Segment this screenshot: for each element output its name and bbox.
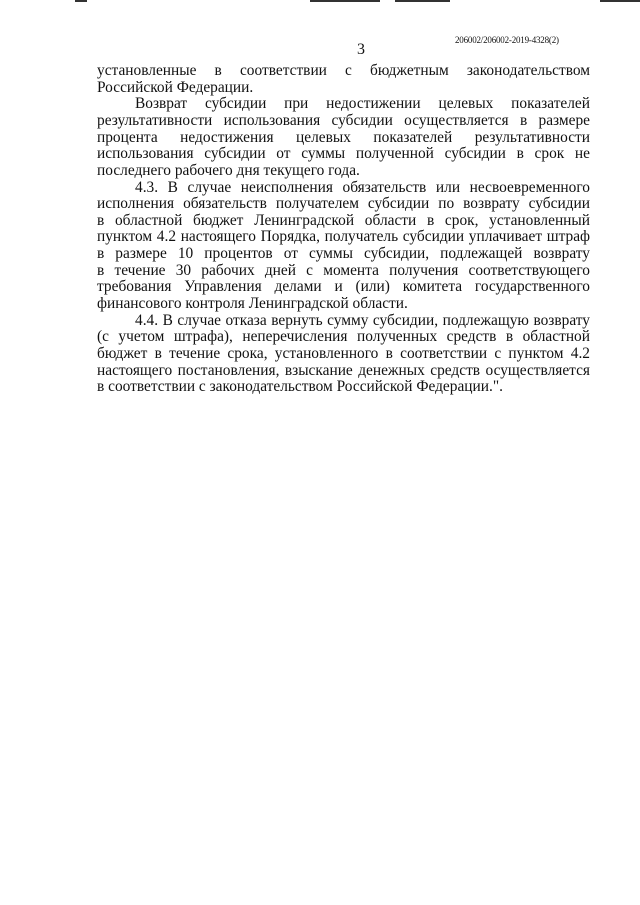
page-number: 3 xyxy=(357,41,365,58)
text-line: финансового контроля Ленинградской области. xyxy=(97,296,408,312)
scan-artifact xyxy=(310,0,380,2)
text-line: в областной бюджет Ленинградской области в срок, установленный xyxy=(97,212,590,229)
text-line: результативности использования субсидии осуществляется в размере xyxy=(97,112,590,129)
text-line: использования субсидии от суммы полученной субсидии в срок не xyxy=(97,146,590,163)
text-line: пунктом 4.2 настоящего Порядка, получатель субсидии уплачивает штраф xyxy=(97,229,590,246)
text-line: 4.4. В случае отказа вернуть сумму субсидии, подлежащую возврату xyxy=(135,312,590,329)
text-line: в соответствии с законодательством Российской Федерации.". xyxy=(97,379,503,396)
text-line: настоящего постановления, взыскание денежных средств осуществляется xyxy=(97,362,590,379)
text-line: исполнения обязательств получателем субсидии по возврату субсидии xyxy=(97,196,590,213)
text-line: Возврат субсидии при недостижении целевых показателей xyxy=(135,96,590,113)
scan-artifact xyxy=(600,0,640,2)
scan-artifact xyxy=(75,0,87,2)
text-line: бюджет в течение срока, установленного в соответствии с пунктом 4.2 xyxy=(97,345,590,362)
text-line: в размере 10 процентов от суммы субсидии, подлежащей возврату xyxy=(97,246,590,263)
document-body xyxy=(97,63,590,396)
scan-artifact xyxy=(395,0,450,2)
text-line: в течение 30 рабочих дней с момента получения соответствующего xyxy=(97,262,590,279)
text-line: 4.3. В случае неисполнения обязательств или несвоевременного xyxy=(135,179,590,196)
document-code: 206002/206002-2019-4328(2) xyxy=(455,35,559,45)
text-line: процента недостижения целевых показателей результативности xyxy=(97,129,590,146)
text-line: (с учетом штрафа), неперечисления полученных средств в областной xyxy=(97,329,590,346)
text-line: Российской Федерации. xyxy=(97,79,254,96)
text-line: требования Управления делами и (или) комитета государственного xyxy=(97,279,590,296)
text-line: последнего рабочего дня текущего года. xyxy=(97,162,360,179)
text-line: установленные в соответствии с бюджетным законодательством xyxy=(97,63,590,79)
